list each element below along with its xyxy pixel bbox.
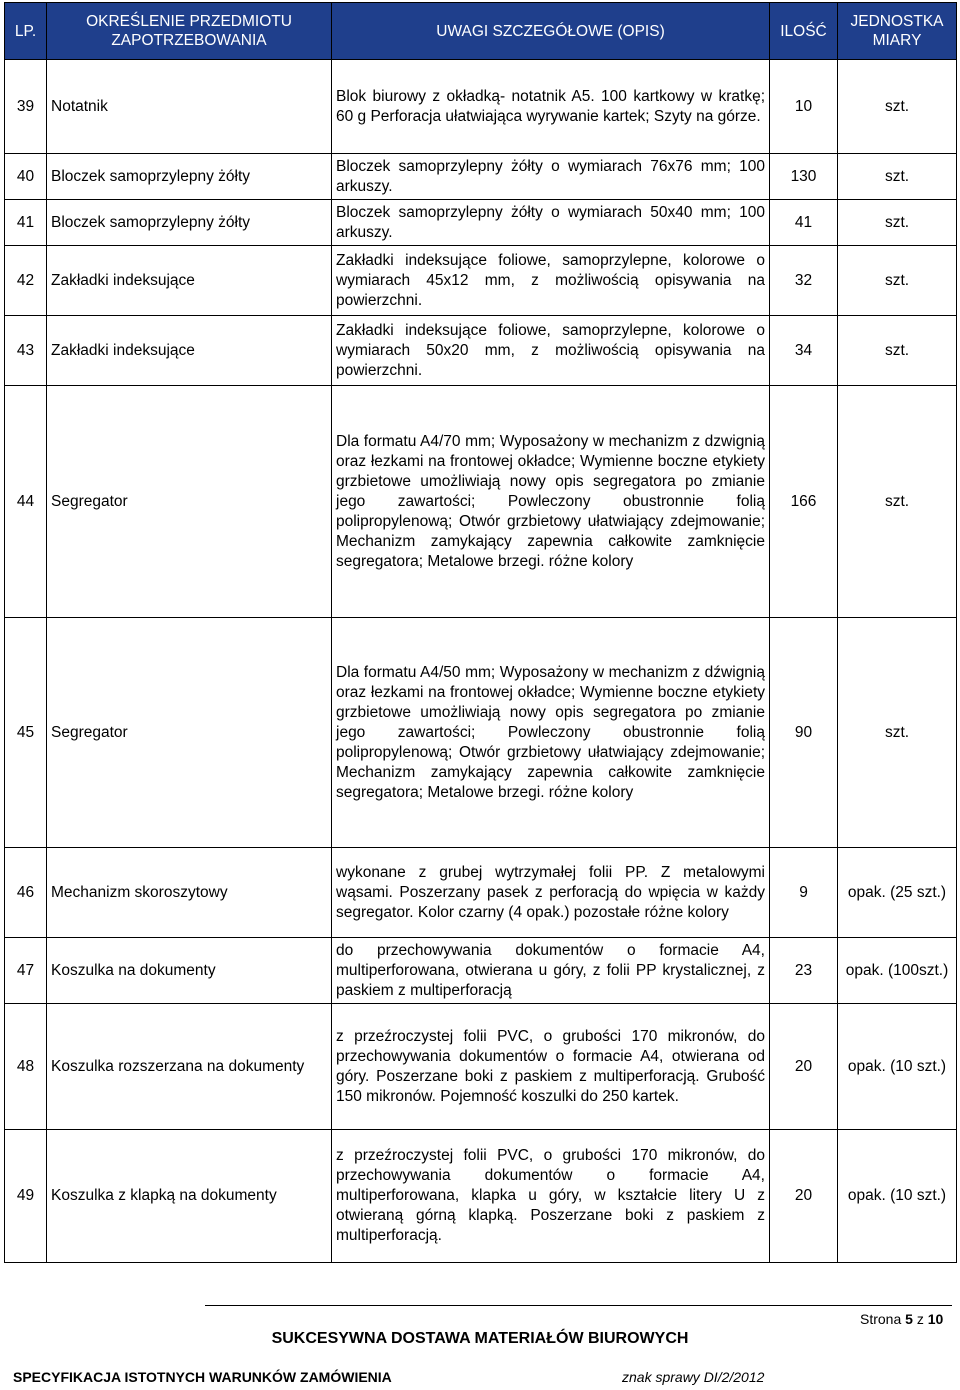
table-row xyxy=(5,618,957,848)
cell-desc: Bloczek samoprzylepny żółty o wymiarach 76x76 mm; 100 arkuszy. xyxy=(332,154,770,200)
cell-lp: 45 xyxy=(5,618,47,848)
page-number xyxy=(860,1311,943,1327)
footer-spec-label: SPECYFIKACJA ISTOTNYCH WARUNKÓW ZAMÓWIENIA xyxy=(13,1369,392,1385)
footer-case-number: znak sprawy DI/2/2012 xyxy=(622,1369,765,1385)
cell-unit: opak. (100szt.) xyxy=(838,938,957,1004)
cell-unit: szt. xyxy=(838,386,957,618)
cell-lp: 43 xyxy=(5,316,47,386)
table-row xyxy=(5,848,957,938)
cell-qty: 23 xyxy=(770,938,838,1004)
cell-unit: szt. xyxy=(838,316,957,386)
page-total: 10 xyxy=(927,1311,944,1327)
header-name: OKREŚLENIE PRZEDMIOTU ZAPOTRZEBOWANIA xyxy=(47,3,332,60)
cell-lp: 44 xyxy=(5,386,47,618)
cell-qty: 41 xyxy=(770,200,838,246)
cell-name: Zakładki indeksujące xyxy=(47,316,332,386)
cell-unit: szt. xyxy=(838,618,957,848)
table-row xyxy=(5,1004,957,1130)
table-row xyxy=(5,386,957,618)
cell-qty: 166 xyxy=(770,386,838,618)
specification-table xyxy=(4,2,957,1263)
cell-desc: Zakładki indeksujące foliowe, samoprzylepne, kolorowe o wymiarach 50x20 mm, z możliwością opisywania na powierzchni. xyxy=(332,316,770,386)
table-header-row xyxy=(5,3,957,60)
table-row xyxy=(5,246,957,316)
cell-name: Mechanizm skoroszytowy xyxy=(47,848,332,938)
cell-desc: z przeźroczystej folii PVC, o grubości 170 mikronów, do przechowywania dokumentów o formacie A4, multiperforowana, klapka u góry, w kształcie litery U z otwieraną górną klapką. Poszerzane boki z paskiem z multiperforacją. xyxy=(332,1130,770,1263)
cell-qty: 10 xyxy=(770,60,838,154)
cell-lp: 41 xyxy=(5,200,47,246)
table-row xyxy=(5,938,957,1004)
cell-name: Koszulka rozszerzana na dokumenty xyxy=(47,1004,332,1130)
cell-lp: 40 xyxy=(5,154,47,200)
table-row xyxy=(5,316,957,386)
cell-name: Segregator xyxy=(47,386,332,618)
cell-desc: z przeźroczystej folii PVC, o grubości 170 mikronów, do przechowywania dokumentów o formacie A4, otwierana od góry. Poszerzane boki z paskiem z multiperforacją. Grubość 150 mikronów. Pojemność koszulki do 250 kartek. xyxy=(332,1004,770,1130)
cell-unit: szt. xyxy=(838,154,957,200)
page-label: Strona xyxy=(860,1311,902,1327)
cell-name: Segregator xyxy=(47,618,332,848)
cell-unit: szt. xyxy=(838,60,957,154)
footer-divider xyxy=(205,1305,952,1306)
table-row xyxy=(5,60,957,154)
cell-desc: Zakładki indeksujące foliowe, samoprzylepne, kolorowe o wymiarach 45x12 mm, z możliwością opisywania na powierzchni. xyxy=(332,246,770,316)
cell-lp: 42 xyxy=(5,246,47,316)
cell-unit: szt. xyxy=(838,246,957,316)
cell-lp: 39 xyxy=(5,60,47,154)
footer-title: SUKCESYWNA DOSTAWA MATERIAŁÓW BIUROWYCH xyxy=(271,1330,689,1347)
page-current: 5 xyxy=(905,1311,913,1327)
cell-desc: Dla formatu A4/50 mm; Wyposażony w mechanizm z dźwignią oraz łezkami na frontowej okładce; Wymienne boczne etykiety grzbietowe umożliwiają nowy opis segregatora po zmianie jego zawartości; Powleczony obustronnie folią polipropylenową; Otwór grzbietowy ułatwiający zdejmowanie; Mechanizm zamykający zapewnia całkowite zamknięcie segregatora; Metalowe brzegi. różne kolory xyxy=(332,618,770,848)
cell-name: Bloczek samoprzylepny żółty xyxy=(47,200,332,246)
cell-desc: Bloczek samoprzylepny żółty o wymiarach 50x40 mm; 100 arkuszy. xyxy=(332,200,770,246)
table-row xyxy=(5,200,957,246)
table-row xyxy=(5,154,957,200)
cell-desc: wykonane z grubej wytrzymałej folii PP. Z metalowymi wąsami. Poszerzany pasek z perforacją do wpięcia w każdy segregator. Kolor czarny (4 opak.) pozostałe różne kolory xyxy=(332,848,770,938)
cell-name: Zakładki indeksujące xyxy=(47,246,332,316)
cell-lp: 47 xyxy=(5,938,47,1004)
header-unit: JEDNOSTKA MIARY xyxy=(838,3,957,60)
page-of: z xyxy=(916,1311,924,1327)
cell-qty: 9 xyxy=(770,848,838,938)
cell-name: Koszulka z klapką na dokumenty xyxy=(47,1130,332,1263)
cell-unit: opak. (10 szt.) xyxy=(838,1130,957,1263)
cell-unit: opak. (25 szt.) xyxy=(838,848,957,938)
cell-name: Bloczek samoprzylepny żółty xyxy=(47,154,332,200)
cell-qty: 90 xyxy=(770,618,838,848)
cell-qty: 20 xyxy=(770,1004,838,1130)
cell-desc: do przechowywania dokumentów o formacie A4, multiperforowana, otwierana u góry, z folii PP krystalicznej, z paskiem z multiperforacją xyxy=(332,938,770,1004)
header-lp: LP. xyxy=(5,3,47,60)
header-qty: ILOŚĆ xyxy=(770,3,838,60)
cell-lp: 48 xyxy=(5,1004,47,1130)
cell-unit: opak. (10 szt.) xyxy=(838,1004,957,1130)
cell-desc: Blok biurowy z okładką- notatnik A5. 100 kartkowy w kratkę; 60 g Perforacja ułatwiająca wyrywanie kartek; Szyty na górze. xyxy=(332,60,770,154)
cell-lp: 46 xyxy=(5,848,47,938)
cell-unit: szt. xyxy=(838,200,957,246)
header-desc: UWAGI SZCZEGÓŁOWE (OPIS) xyxy=(332,3,770,60)
cell-name: Notatnik xyxy=(47,60,332,154)
table-row xyxy=(5,1130,957,1263)
cell-qty: 130 xyxy=(770,154,838,200)
cell-desc: Dla formatu A4/70 mm; Wyposażony w mechanizm z dzwignią oraz łezkami na frontowej okładce; Wymienne boczne etykiety grzbietowe umożliwiają nowy opis segregatora po zmianie jego zawartości; Powleczony obustronnie folią polipropylenową; Otwór grzbietowy ułatwiający zdejmowanie; Mechanizm zamykający zapewnia całkowite zamknięcie segregatora; Metalowe brzegi. różne kolory xyxy=(332,386,770,618)
cell-qty: 32 xyxy=(770,246,838,316)
cell-lp: 49 xyxy=(5,1130,47,1263)
cell-qty: 34 xyxy=(770,316,838,386)
cell-qty: 20 xyxy=(770,1130,838,1263)
cell-name: Koszulka na dokumenty xyxy=(47,938,332,1004)
